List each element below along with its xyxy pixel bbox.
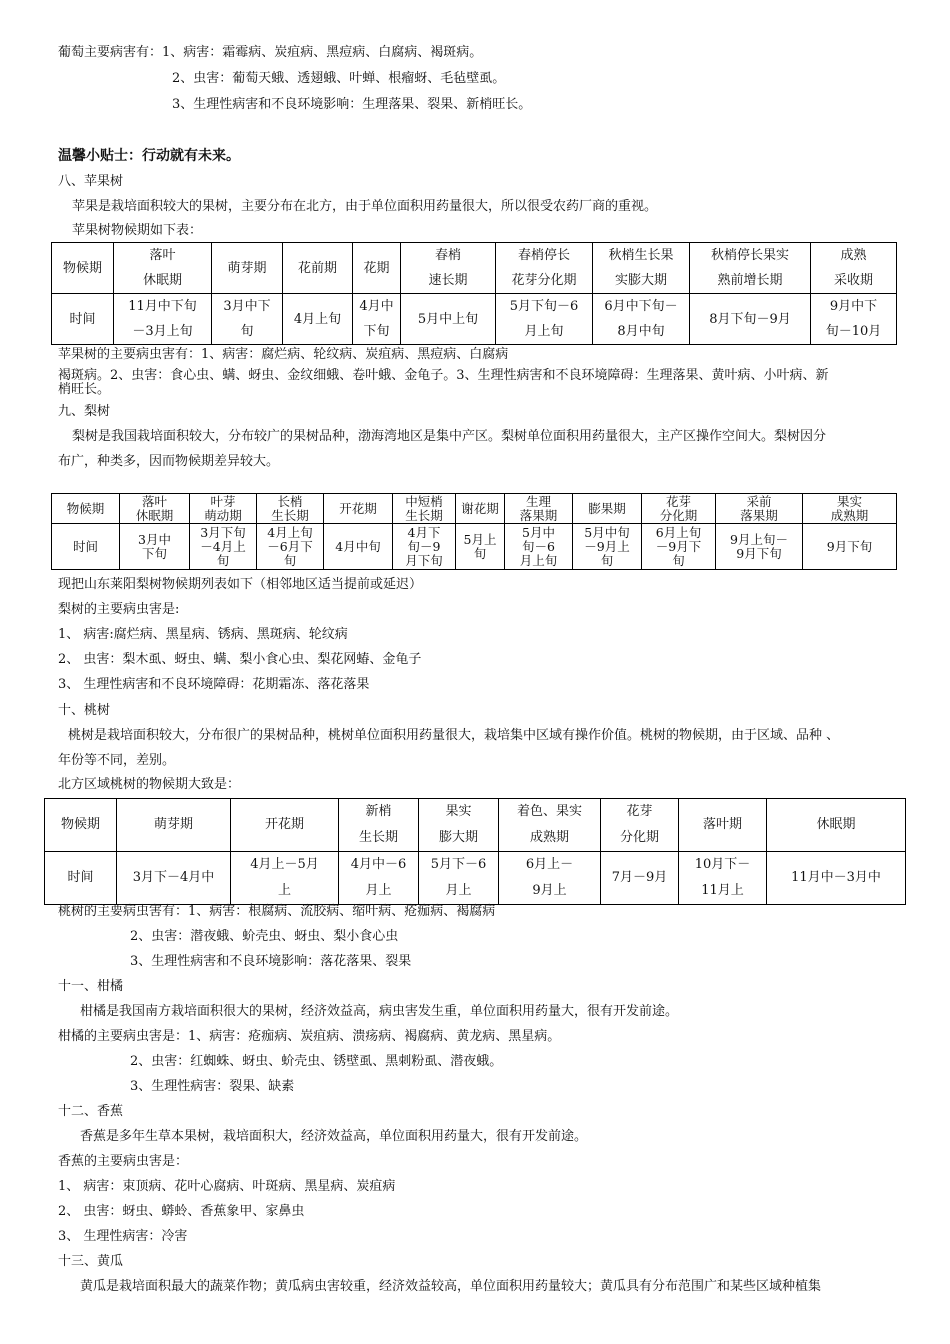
cell-line: 月上旬 bbox=[519, 552, 558, 568]
cell-line: 下旬 bbox=[141, 545, 167, 561]
pear-pests-line-2: 2、 虫害：梨木虱、蚜虫、螨、梨小食心虫、梨花网蝽、金龟子 bbox=[58, 652, 422, 667]
cell-line: 9月下旬 bbox=[826, 538, 873, 554]
cell-line: 生长期 bbox=[405, 507, 443, 523]
citrus-pests-line-1: 柑橘的主要病虫害是：1、病害：疮痂病、炭疽病、溃疡病、褐腐病、黄龙病、黑星病。 bbox=[58, 1029, 561, 1044]
table-cell bbox=[393, 524, 456, 570]
cell-line: 采前 bbox=[746, 493, 772, 509]
cell-line: 花期 bbox=[363, 260, 390, 276]
table-cell bbox=[573, 494, 642, 524]
citrus-heading: 十一、柑橘 bbox=[58, 979, 124, 994]
table-cell bbox=[811, 243, 897, 294]
apple-pests-line-2: 褐斑病。2、虫害：食心虫、螨、蚜虫、金纹细蛾、卷叶蛾、金龟子。3、生理性病害和不良环境障碍：生理落果、黄叶病、小叶病、新 bbox=[58, 368, 829, 383]
cell-line: 秋梢停长果实 bbox=[710, 248, 789, 263]
apple-table-time-row bbox=[52, 294, 897, 345]
table-cell bbox=[120, 524, 190, 570]
table-cell bbox=[716, 494, 803, 524]
cell-line: 4月上旬 bbox=[293, 311, 342, 327]
table-cell bbox=[120, 494, 190, 524]
cell-line: 花前期 bbox=[297, 260, 337, 276]
cell-line: 开花期 bbox=[264, 817, 304, 832]
table-cell bbox=[593, 294, 690, 345]
table-cell bbox=[117, 799, 231, 852]
cell-line: 11月中下旬 bbox=[128, 299, 197, 314]
citrus-intro: 柑橘是我国南方栽培面积很大的果树，经济效益高，病虫害发生重，单位面积用药量大，很有开发前途。 bbox=[80, 1004, 679, 1019]
table-cell bbox=[45, 799, 117, 852]
apple-pests-line-3: 梢旺长。 bbox=[58, 382, 111, 397]
table-cell bbox=[499, 799, 601, 852]
cell-line: 休眠期 bbox=[142, 273, 182, 288]
table-cell bbox=[190, 494, 257, 524]
cell-line: 时间 bbox=[69, 311, 96, 327]
cell-line: 旬－9 bbox=[407, 538, 441, 554]
cell-line: 时间 bbox=[67, 870, 94, 885]
banana-pests-line-3: 3、 生理性病害：冷害 bbox=[58, 1229, 188, 1244]
banana-pests-title: 香蕉的主要病虫害是： bbox=[58, 1154, 189, 1169]
cell-line: 旬 bbox=[600, 552, 614, 568]
cell-line: 膨大期 bbox=[438, 830, 478, 845]
table-cell bbox=[456, 524, 505, 570]
pear-pests-line-3: 3、 生理性病害和不良环境障碍：花期霜冻、落花落果 bbox=[58, 677, 370, 692]
cell-line: 7月－9月 bbox=[611, 870, 668, 885]
banana-pests-line-1: 1、 病害：束顶病、花叶心腐病、叶斑病、黑星病、炭疽病 bbox=[58, 1179, 396, 1194]
cell-line: 月上 bbox=[445, 883, 472, 898]
table-cell bbox=[353, 294, 401, 345]
cell-line: 中短梢 bbox=[405, 493, 443, 509]
grape-pests-line-2: 2、虫害：葡萄天蛾、透翅蛾、叶蝉、根瘤蚜、毛毡壁虱。 bbox=[172, 71, 506, 86]
cell-line: 萌芽期 bbox=[227, 260, 267, 276]
cell-line: 5月上 bbox=[463, 531, 497, 547]
peach-pests-line-2: 2、虫害：潜夜蛾、蚧壳虫、蚜虫、梨小食心虫 bbox=[130, 929, 399, 944]
cell-line: 成熟期 bbox=[529, 830, 569, 845]
cell-line: 速长期 bbox=[428, 273, 468, 288]
cell-line: 月上 bbox=[365, 883, 392, 898]
table-cell bbox=[117, 852, 231, 905]
pear-table-header-row bbox=[52, 494, 897, 524]
banana-pests-line-2: 2、 虫害：蚜虫、蟒蛉、香蕉象甲、家鼻虫 bbox=[58, 1204, 305, 1219]
cell-line: －9月下 bbox=[655, 538, 702, 554]
cell-line: 3月下旬 bbox=[200, 524, 246, 540]
table-cell bbox=[52, 243, 114, 294]
cell-line: 果实 bbox=[836, 493, 862, 509]
table-cell bbox=[324, 524, 393, 570]
cell-line: 11月中－3月中 bbox=[791, 870, 881, 885]
table-cell bbox=[642, 524, 716, 570]
table-cell bbox=[257, 494, 324, 524]
table-cell bbox=[803, 524, 897, 570]
cell-line: 11月上 bbox=[701, 883, 744, 898]
peach-pests-line-3: 3、生理性病害和不良环境影响：落花落果、裂果 bbox=[130, 954, 412, 969]
cell-line: 萌芽期 bbox=[153, 817, 193, 832]
table-cell bbox=[52, 494, 120, 524]
table-cell bbox=[114, 294, 212, 345]
cell-line: 果实 bbox=[445, 804, 472, 819]
cell-line: 生长期 bbox=[358, 830, 398, 845]
pear-table-note: 现把山东莱阳梨树物候期列表如下（相邻地区适当提前或延迟） bbox=[58, 577, 423, 592]
apple-phenology-table bbox=[51, 242, 897, 345]
table-cell bbox=[642, 494, 716, 524]
cell-line: 花芽 bbox=[665, 493, 691, 509]
table-cell bbox=[283, 294, 353, 345]
cell-line: 下旬 bbox=[363, 324, 390, 339]
cell-line: 萌动期 bbox=[204, 507, 242, 523]
cell-line: 采收期 bbox=[833, 273, 873, 288]
table-cell bbox=[419, 799, 499, 852]
cell-line: 谢花期 bbox=[461, 500, 499, 516]
apple-pests-line-1: 苹果树的主要病虫害有：1、病害：腐烂病、轮纹病、炭疽病、黑痘病、白腐病 bbox=[58, 347, 509, 362]
cell-line: 物候期 bbox=[62, 260, 102, 276]
table-cell bbox=[393, 494, 456, 524]
cell-line: 时间 bbox=[72, 538, 98, 554]
table-cell bbox=[601, 852, 679, 905]
table-cell bbox=[690, 294, 811, 345]
cell-line: 3月中下 bbox=[223, 299, 271, 314]
table-cell bbox=[767, 799, 906, 852]
table-cell bbox=[212, 243, 283, 294]
cell-line: 旬 bbox=[240, 324, 254, 339]
pear-intro-line-2: 布广，种类多，因而物候期差异较大。 bbox=[58, 454, 280, 469]
table-cell bbox=[505, 524, 573, 570]
pear-pests-line-1: 1、 病害:腐烂病、黑星病、锈病、黑斑病、轮纹病 bbox=[58, 627, 348, 642]
table-cell bbox=[45, 852, 117, 905]
cell-line: 落叶期 bbox=[702, 817, 742, 832]
banana-intro: 香蕉是多年生草本果树，栽培面积大，经济效益高，单位面积用药量大，很有开发前途。 bbox=[80, 1129, 588, 1144]
pear-heading: 九、梨树 bbox=[58, 404, 111, 419]
cell-line: 熟前增长期 bbox=[717, 273, 783, 288]
table-cell bbox=[573, 524, 642, 570]
apple-table-intro: 苹果树物候期如下表： bbox=[72, 223, 203, 238]
cell-line: 6月上－ bbox=[525, 857, 574, 872]
table-cell bbox=[679, 852, 767, 905]
cell-line: 8月下旬－9月 bbox=[709, 311, 791, 327]
cell-line: 成熟 bbox=[840, 248, 867, 263]
cell-line: 3月中 bbox=[138, 531, 171, 547]
cell-line: 实膨大期 bbox=[614, 273, 667, 288]
cell-line: 9月下旬 bbox=[736, 545, 782, 561]
cell-line: 落果期 bbox=[740, 507, 778, 523]
apple-intro: 苹果是栽培面积较大的果树，主要分布在北方，由于单位面积用药量很大，所以很受农药厂商的重视。 bbox=[72, 199, 658, 214]
cell-line: 9月中下 bbox=[829, 299, 878, 314]
cell-line: 月上旬 bbox=[524, 324, 564, 339]
table-cell bbox=[401, 243, 496, 294]
cell-line: 叶芽 bbox=[210, 493, 236, 509]
cucumber-heading: 十三、黄瓜 bbox=[58, 1254, 124, 1269]
table-cell bbox=[231, 852, 339, 905]
cell-line: 月下旬 bbox=[405, 552, 443, 568]
table-cell bbox=[212, 294, 283, 345]
cell-line: 分化期 bbox=[619, 830, 659, 845]
cell-line: 6月中下旬－ bbox=[604, 299, 678, 314]
peach-table-header-row bbox=[45, 799, 906, 852]
cell-line: 物候期 bbox=[60, 817, 100, 832]
cell-line: 休眠期 bbox=[135, 507, 174, 523]
table-cell bbox=[401, 294, 496, 345]
peach-table-intro: 北方区域桃树的物候期大致是： bbox=[58, 777, 241, 792]
peach-intro-line-2: 年份等不同，差别。 bbox=[58, 753, 176, 768]
cell-line: 花芽分化期 bbox=[511, 273, 577, 288]
table-cell bbox=[52, 524, 120, 570]
table-cell bbox=[690, 243, 811, 294]
table-cell bbox=[324, 494, 393, 524]
cell-line: 生长期 bbox=[271, 507, 309, 523]
cell-line: 旬－6 bbox=[522, 538, 555, 554]
cell-line: 新梢 bbox=[365, 804, 392, 819]
peach-phenology-table bbox=[44, 798, 906, 905]
pear-phenology-table bbox=[51, 493, 897, 570]
cell-line: 生理 bbox=[525, 493, 551, 509]
tip-text: 温馨小贴士：行动就有未来。 bbox=[58, 148, 240, 164]
cell-line: 旬 bbox=[473, 545, 487, 561]
cell-line: 春梢 bbox=[434, 248, 461, 263]
cell-line: 开花期 bbox=[339, 500, 377, 516]
table-cell bbox=[339, 799, 419, 852]
cell-line: 5月中 bbox=[522, 524, 555, 540]
cell-line: 长梢 bbox=[277, 493, 303, 509]
cell-line: 8月中旬 bbox=[617, 324, 665, 339]
cell-line: 上 bbox=[277, 883, 291, 898]
pear-intro-line-1: 梨树是我国栽培面积较大，分布较广的果树品种，渤海湾地区是集中产区。梨树单位面积用药量很大，主产区操作空间大。梨树因分 bbox=[72, 429, 827, 444]
cell-line: 4月中旬 bbox=[335, 538, 381, 554]
cell-line: 休眠期 bbox=[816, 817, 856, 832]
cell-line: 落叶 bbox=[141, 493, 167, 509]
apple-heading: 八、苹果树 bbox=[58, 174, 124, 189]
cell-line: 9月上 bbox=[532, 883, 567, 898]
table-cell bbox=[353, 243, 401, 294]
cell-line: 旬 bbox=[216, 552, 230, 568]
cell-line: －4月上 bbox=[200, 538, 246, 554]
table-cell bbox=[767, 852, 906, 905]
cell-line: 分化期 bbox=[659, 507, 698, 523]
cell-line: 花芽 bbox=[626, 804, 653, 819]
table-cell bbox=[283, 243, 353, 294]
peach-table-time-row bbox=[45, 852, 906, 905]
cell-line: 10月下－ bbox=[694, 857, 751, 872]
cell-line: 5月中旬 bbox=[584, 524, 630, 540]
peach-intro-line-1: 桃树是栽培面积较大，分布很广的果树品种，桃树单位面积用药量很大，栽培集中区域有操作价值。桃树的物候期，由于区域、品种 、 bbox=[68, 728, 840, 743]
pear-table-time-row bbox=[52, 524, 897, 570]
cell-line: 着色、果实 bbox=[516, 804, 582, 819]
cell-line: 膨果期 bbox=[588, 500, 626, 516]
cell-line: 4月中－6 bbox=[350, 857, 407, 872]
cell-line: 旬 bbox=[283, 552, 297, 568]
grape-pests-line-3: 3、生理性病害和不良环境影响：生理落果、裂果、新梢旺长。 bbox=[172, 97, 532, 112]
cell-line: 4月下 bbox=[407, 524, 441, 540]
cell-line: 4月上－5月 bbox=[250, 857, 319, 872]
table-cell bbox=[257, 524, 324, 570]
pear-pests-title: 梨树的主要病虫害是: bbox=[58, 602, 180, 617]
cell-line: 9月上旬－ bbox=[730, 531, 788, 547]
citrus-pests-line-2: 2、虫害：红蜘蛛、蚜虫、蚧壳虫、锈壁虱、黑刺粉虱、潜夜蛾。 bbox=[130, 1054, 503, 1069]
table-cell bbox=[496, 294, 593, 345]
cell-line: 3月下－4月中 bbox=[132, 870, 215, 885]
peach-heading: 十、桃树 bbox=[58, 703, 111, 718]
table-cell bbox=[339, 852, 419, 905]
apple-table-header-row bbox=[52, 243, 897, 294]
cell-line: 5月下旬－6 bbox=[509, 299, 579, 314]
table-cell bbox=[114, 243, 212, 294]
cell-line: 落叶 bbox=[149, 248, 176, 263]
peach-pests-line-1: 桃树的主要病虫害有：1、病害：根腐病、流胶病、缩叶病、疮痂病、褐腐病 bbox=[58, 904, 496, 919]
cucumber-intro: 黄瓜是栽培面积最大的蔬菜作物；黄瓜病虫害较重，经济效益较高，单位面积用药量较大；黄瓜具有分布范围广和某些区域种植集 bbox=[80, 1279, 822, 1294]
table-cell bbox=[593, 243, 690, 294]
cell-line: 5月下－6 bbox=[430, 857, 487, 872]
cell-line: 5月中上旬 bbox=[417, 311, 479, 327]
table-cell bbox=[679, 799, 767, 852]
table-cell bbox=[803, 494, 897, 524]
table-cell bbox=[601, 799, 679, 852]
table-cell bbox=[190, 524, 257, 570]
table-cell bbox=[811, 294, 897, 345]
cell-line: 物候期 bbox=[66, 500, 105, 516]
table-cell bbox=[231, 799, 339, 852]
banana-heading: 十二、香蕉 bbox=[58, 1104, 124, 1119]
table-cell bbox=[419, 852, 499, 905]
cell-line: 旬 bbox=[672, 552, 685, 568]
table-cell bbox=[716, 524, 803, 570]
cell-line: 6月上旬 bbox=[655, 524, 702, 540]
cell-line: 成熟期 bbox=[830, 507, 869, 523]
grape-pests-line-1: 葡萄主要病害有：1、病害：霜霉病、炭疽病、黑痘病、白腐病、褐斑病。 bbox=[58, 45, 483, 60]
cell-line: －9月上 bbox=[584, 538, 630, 554]
cell-line: 秋梢生长果 bbox=[608, 248, 674, 263]
cell-line: 旬－10月 bbox=[825, 324, 882, 339]
cell-line: －6月下 bbox=[267, 538, 313, 554]
cell-line: 4月上旬 bbox=[267, 524, 313, 540]
cell-line: 春梢停长 bbox=[517, 248, 570, 263]
table-cell bbox=[52, 294, 114, 345]
table-cell bbox=[499, 852, 601, 905]
cell-line: －3月上旬 bbox=[132, 324, 193, 339]
citrus-pests-line-3: 3、生理性病害：裂果、缺素 bbox=[130, 1079, 295, 1094]
cell-line: 落果期 bbox=[519, 507, 558, 523]
table-cell bbox=[496, 243, 593, 294]
table-cell bbox=[505, 494, 573, 524]
table-cell bbox=[456, 494, 505, 524]
cell-line: 4月中 bbox=[359, 299, 394, 314]
